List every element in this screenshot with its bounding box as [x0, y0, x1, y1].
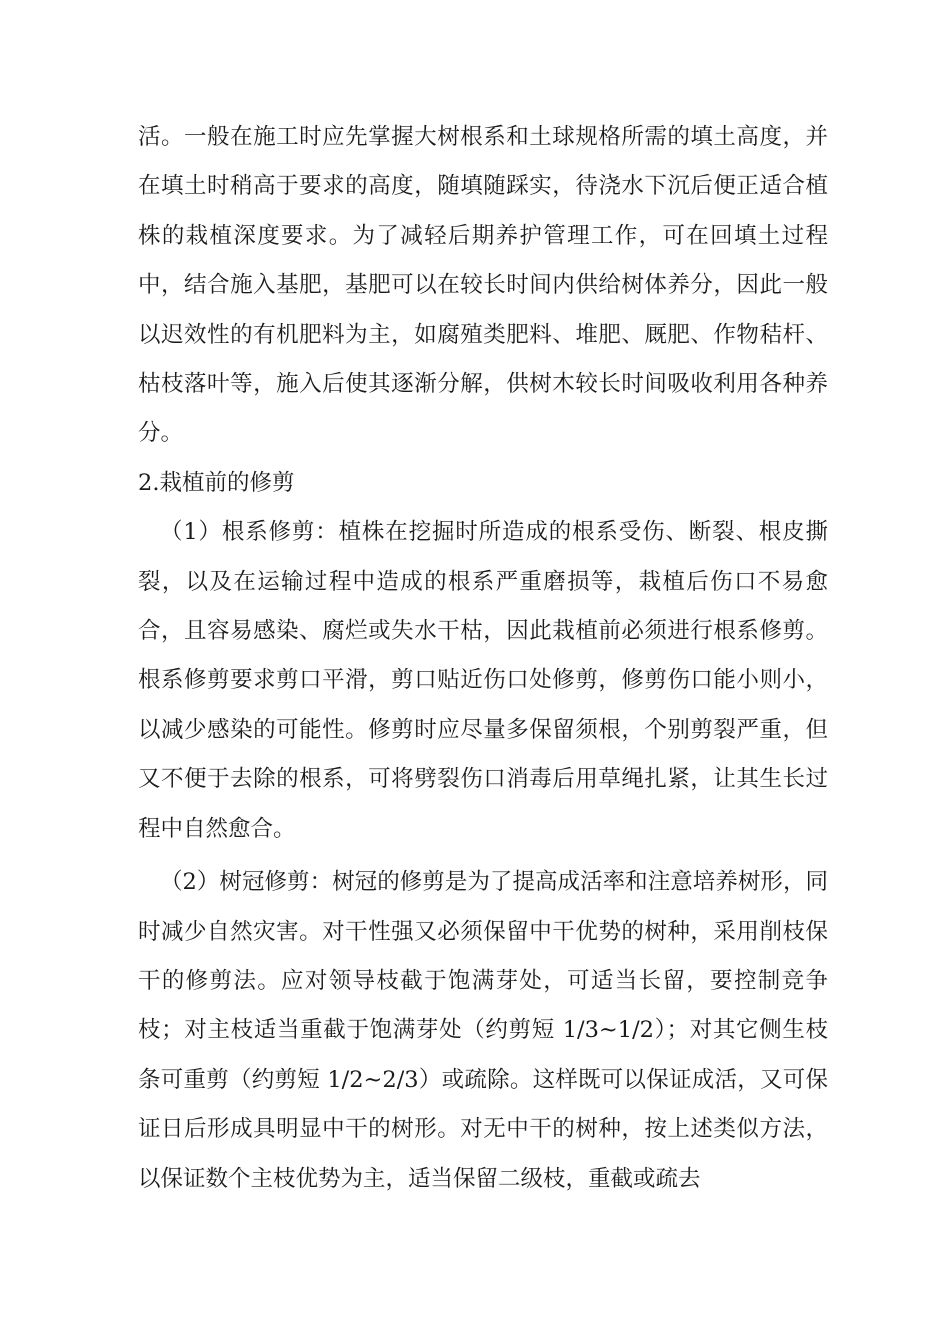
- document-body: [138, 113, 828, 1204]
- paragraph-continuation: 活。一般在施工时应先掌握大树根系和土球规格所需的填土高度，并在填土时稍高于要求的高度，随填随踩实，待浇水下沉后便正适合植株的栽植深度要求。为了减轻后期养护管理工作，可在回填土过程中，结合施入基肥，基肥可以在较长时间内供给树体养分，因此一般以迟效性的有机肥料为主，如腐殖类肥料、堆肥、厩肥、作物秸杆、枯枝落叶等，施入后使其逐渐分解，供树木较长时间吸收利用各种养分。: [138, 124, 828, 447]
- paragraph-crown-pruning: （2）树冠修剪：树冠的修剪是为了提高成活率和注意培养树形，同时减少自然灾害。对干性强又必须保留中干优势的树种，采用削枝保干的修剪法。应对领导枝截于饱满芽处，可适当长留，要控制竞争枝；对主枝适当重截于饱满芽处（约剪短 1/3~1/2）；对其它侧生枝条可重剪（约剪短 1/2~2/3）或疏除。这样既可以保证成活，又可保证日后形成具明显中干的树形。对无中干的树种，按上述类似方法，以保证数个主枝优势为主，适当保留二级枝，重截或疏去: [138, 869, 828, 1192]
- paragraph-root-pruning: （1）根系修剪：植株在挖掘时所造成的根系受伤、断裂、根皮撕裂，以及在运输过程中造成的根系严重磨损等，栽植后伤口不易愈合，且容易感染、腐烂或失水干枯，因此栽植前必须进行根系修剪。根系修剪要求剪口平滑，剪口贴近伤口处修剪，修剪伤口能小则小，以减少感染的可能性。修剪时应尽量多保留须根，个别剪裂严重，但又不便于去除的根系，可将劈裂伤口消毒后用草绳扎紧，让其生长过程中自然愈合。: [138, 519, 828, 842]
- section-heading: 2.栽植前的修剪: [138, 469, 295, 496]
